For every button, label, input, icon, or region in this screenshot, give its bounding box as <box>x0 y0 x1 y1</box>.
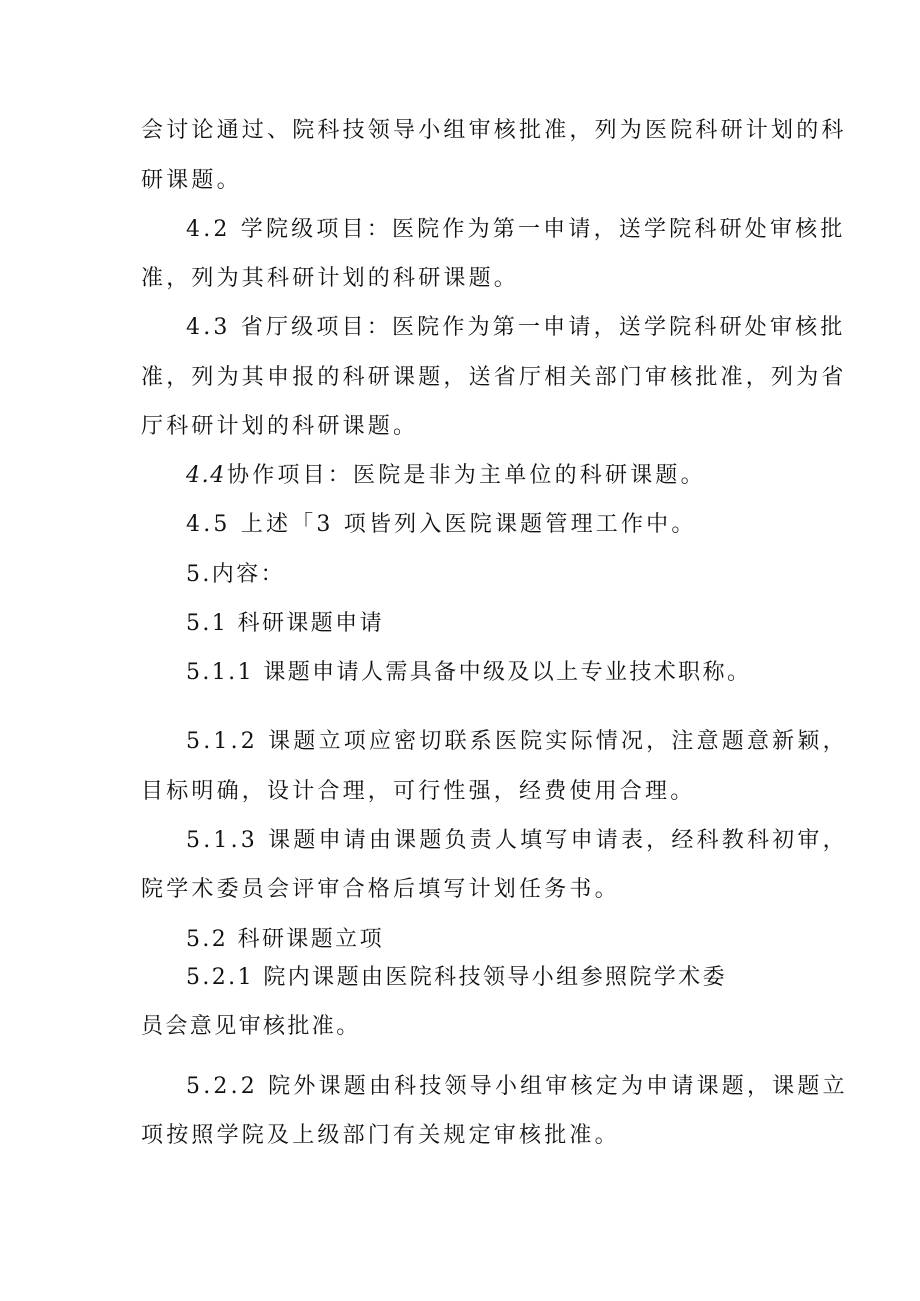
section-5-1-heading: 5.1 科研课题申请 <box>186 611 384 636</box>
section-4-2-line-1: 4.2 学院级项目：医院作为第一申请，送学院科研处审核批 <box>186 217 846 242</box>
section-5-1-1-line: 5.1.1 课题申请人需具备中级及以上专业技术职称。 <box>186 660 752 685</box>
section-5-heading: 5.内容： <box>186 562 285 587</box>
paragraph-line: 会讨论通过、院科技领导小组审核批准，列为医院科研计划的科 <box>141 118 847 143</box>
section-5-2-heading: 5.2 科研课题立项 <box>186 927 384 952</box>
section-5-2-2-line-2: 项按照学院及上级部门有关规定审核批准。 <box>141 1123 620 1148</box>
section-4-4-number: 4.4 <box>186 463 226 488</box>
section-5-2-2-line-1: 5.2.2 院外课题由科技领导小组审核定为申请课题，课题立 <box>186 1074 848 1099</box>
section-4-5-line: 4.5 上述「3 项皆列入医院课题管理工作中。 <box>186 512 697 537</box>
paragraph-line: 研课题。 <box>141 168 242 193</box>
section-4-3-line-1: 4.3 省厅级项目：医院作为第一申请，送学院科研处审核批 <box>186 315 846 340</box>
section-5-1-2-line-2: 目标明确，设计合理，可行性强，经费使用合理。 <box>141 779 696 804</box>
section-5-2-1-line-2: 员会意见审核批准。 <box>141 1014 361 1039</box>
section-4-4-text: 协作项目：医院是非为主单位的科研课题。 <box>227 463 706 488</box>
section-4-3-line-3: 厅科研计划的科研课题。 <box>141 414 419 439</box>
section-4-3-line-2: 准，列为其申报的科研课题，送省厅相关部门审核批准，列为省 <box>141 365 847 390</box>
section-5-1-3-line-2: 院学术委员会评审合格后填写计划任务书。 <box>141 877 620 902</box>
section-5-1-2-line-1: 5.1.2 课题立项应密切联系医院实际情况，注意题意新颖， <box>186 729 848 754</box>
section-5-1-3-line-1: 5.1.3 课题申请由课题负责人填写申请表，经科教科初审， <box>186 828 848 853</box>
section-5-2-1-line-1: 5.2.1 院内课题由医院科技领导小组参照院学术委 <box>186 965 727 990</box>
section-4-2-line-2: 准，列为其科研计划的科研课题。 <box>141 266 520 291</box>
